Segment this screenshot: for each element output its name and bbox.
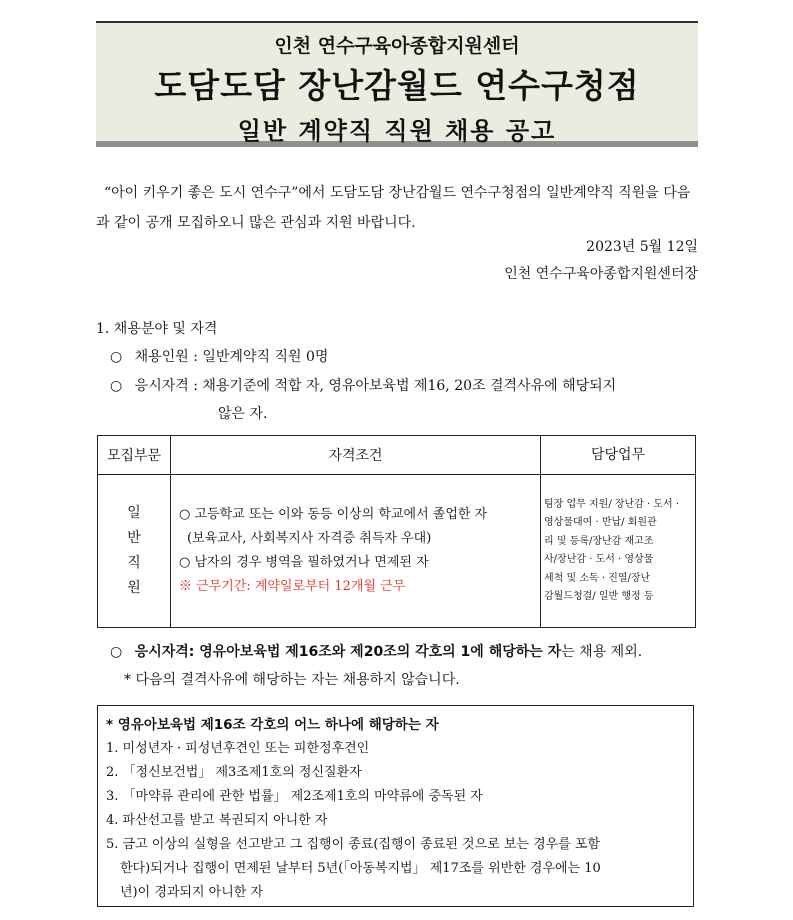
duty-line: 리 및 등록/장난감 재고조 bbox=[544, 535, 654, 547]
list-item bbox=[110, 346, 328, 366]
intro-paragraph: “아이 키우기 좋은 도시 연수구”에서 도담도담 장난감월드 연수구청점의 일반계약직 직원을 다음과 같이 공개 모집하오니 많은 관심과 지원 바랍니다. bbox=[96, 185, 691, 231]
table-row bbox=[98, 475, 696, 628]
section-title: 1. 채용분야 및 자격 bbox=[96, 321, 218, 337]
qualifications-cell bbox=[171, 475, 541, 628]
list-item: 1. 미성년자 · 피성년후견인 또는 피한정후견인 bbox=[106, 741, 370, 756]
col-header: 자격조건 bbox=[171, 436, 541, 475]
category-char: 직 bbox=[127, 555, 141, 571]
announce-signer: 인천 연수구육아종합지원센터장 bbox=[504, 266, 698, 282]
table-header-row bbox=[98, 436, 696, 475]
page-title: 일반 계약직 직원 채용 공고 bbox=[237, 117, 557, 145]
qualification-line: ○ 남자의 경우 병역을 필하였거나 면제된 자 bbox=[179, 555, 429, 570]
list-item-cont: 년)이 경과되지 아니한 자 bbox=[120, 885, 264, 900]
category-char: 반 bbox=[127, 530, 141, 546]
notice-sub: * 다음의 결격사유에 해당하는 자는 채용하지 않습니다. bbox=[124, 672, 460, 688]
notice-bold: 응시자격: 영유아보육법 제16조와 제20조의 각호의 1에 해당하는 자 bbox=[134, 644, 562, 660]
category-char: 원 bbox=[127, 580, 141, 596]
recruit-count: 채용인원 : 일반계약직 직원 0명 bbox=[134, 349, 329, 365]
branch-name: 도담도담 장난감월드 연수구청점 bbox=[154, 66, 640, 105]
qualification-line: (보육교사, 사회복지사 자격증 취득자 우대) bbox=[187, 531, 432, 546]
category-cell bbox=[98, 475, 171, 628]
category-char: 일 bbox=[127, 505, 141, 521]
list-item: 3. 「마약류 관리에 관한 법률」 제2조제1호의 마약류에 중독된 자 bbox=[106, 789, 483, 804]
list-item-cont: 한다)되거나 집행이 면제된 날부터 5년(「아동복지법」 제17조를 위반한 경우에는 10 bbox=[120, 861, 601, 876]
duty-line: 사/장난감 · 도서 · 영상물 bbox=[544, 554, 654, 565]
box-title: * 영유아보육법 제16조 각호의 어느 하나에 해당하는 자 bbox=[106, 717, 439, 733]
announce-date: 2023년 5월 12일 bbox=[586, 239, 698, 255]
duty-line: 영상물대여 · 반납/ 회원관 bbox=[544, 517, 657, 528]
col-header: 모집부문 bbox=[98, 436, 171, 475]
work-period-note: ※ 근무기간: 계약일로부터 12개월 근무 bbox=[179, 579, 406, 594]
list-item: 2. 「정신보건법」 제3조제1호의 정신질환자 bbox=[106, 765, 362, 780]
recruit-table bbox=[97, 435, 696, 628]
circle-bullet-icon: ○ bbox=[110, 349, 123, 365]
duty-line: 감월드청결/ 일반 행정 등 bbox=[544, 591, 654, 602]
title-banner bbox=[96, 21, 698, 147]
eligibility-cont: 않은 자. bbox=[218, 406, 268, 422]
circle-bullet-icon: ○ bbox=[110, 378, 123, 394]
eligibility: 응시자격 : 채용기준에 적합 자, 영유아보육법 제16, 20조 결격사유에 해당되지 bbox=[134, 378, 617, 394]
duties-cell bbox=[541, 475, 696, 628]
disqualification-box bbox=[97, 705, 694, 907]
list-item bbox=[110, 375, 616, 395]
list-item: 5. 금고 이상의 실형을 선고받고 그 집행이 종료(집행이 종료된 것으로 보는 경우를 포함 bbox=[106, 837, 601, 852]
col-header: 담당업무 bbox=[541, 436, 696, 475]
qualification-line: ○ 고등학교 또는 이와 동등 이상의 학교에서 졸업한 자 bbox=[179, 507, 488, 522]
list-item: 4. 파산선고를 받고 복권되지 아니한 자 bbox=[106, 813, 328, 828]
duty-line: 팀장 업무 지원/ 장난감 · 도서 · bbox=[544, 498, 680, 510]
org-name: 인천 연수구육아종합지원센터 bbox=[274, 35, 520, 57]
duty-line: 세척 및 소독 · 진열/장난 bbox=[544, 572, 651, 584]
notice-rest: 는 채용 제외. bbox=[561, 644, 643, 660]
circle-bullet-icon: ○ bbox=[110, 644, 123, 660]
disqualification-notice bbox=[110, 641, 642, 661]
